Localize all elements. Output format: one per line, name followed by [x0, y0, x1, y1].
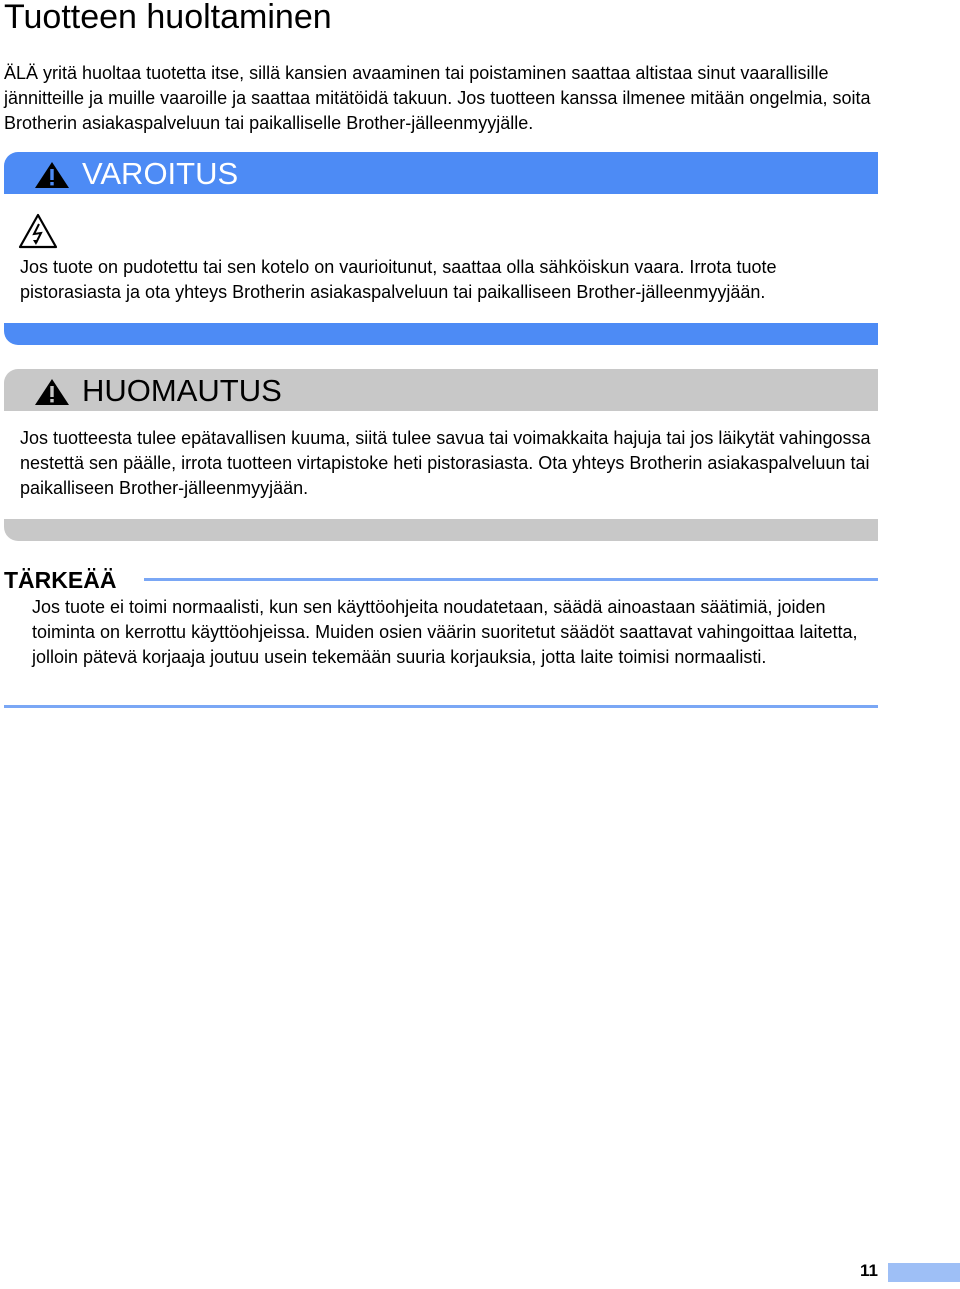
page-number: 11: [860, 1261, 878, 1280]
warning-triangle-icon: [34, 378, 70, 406]
warning-title: VAROITUS: [82, 156, 239, 191]
intro-paragraph: ÄLÄ yritä huoltaa tuotetta itse, sillä kansien avaaminen tai poistaminen saattaa altistaa sinut vaarallisille jännitteille ja muille vaaroille ja saattaa mitätöidä takuun. Jos tuotteen kanssa ilmenee mitään ongelmia, soita Brotherin asiakaspalveluun tai paikalliselle Brother-jälleenmyyjälle.: [4, 63, 871, 133]
caution-header-bar: [4, 369, 878, 411]
important-text: Jos tuote ei toimi normaalisti, kun sen käyttöohjeita noudatetaan, säädä ainoastaan säätimiä, joiden toiminta on kerrottu käyttöohjeissa. Muiden osien väärin suoritetut säädöt saattavat vahingoittaa laitetta, jolloin pätevä korjaaja joutuu usein tekemään suuria korjauksia, jotta laite toimisi normaalisti.: [32, 597, 858, 667]
important-heading-rule: [144, 578, 878, 581]
page-title: Tuotteen huoltaminen: [4, 0, 332, 36]
caution-footer-bar: [4, 519, 878, 541]
warning-header-bar: [4, 152, 878, 194]
page-tab: [888, 1263, 960, 1282]
warning-triangle-icon: [34, 161, 70, 189]
important-heading: TÄRKEÄÄ: [4, 567, 117, 593]
caution-title: HUOMAUTUS: [82, 373, 282, 408]
important-bottom-rule: [4, 705, 878, 708]
electrical-hazard-icon: [18, 213, 58, 249]
warning-footer-bar: [4, 323, 878, 345]
warning-text: Jos tuote on pudotettu tai sen kotelo on vaurioitunut, saattaa olla sähköiskun vaara. Irrota tuote pistorasiasta ja ota yhteys Brotherin asiakaspalveluun tai paikalliseen Brother-jälleenmyyjään.: [20, 257, 777, 302]
caution-text: Jos tuotteesta tulee epätavallisen kuuma, siitä tulee savua tai voimakkaita hajuja tai jos läikytät vahingossa nestettä sen päälle, irrota tuotteen virtapistoke heti pistorasiasta. Ota yhteys Brotherin asiakaspalveluun tai paikalliseen Brother-jälleenmyyjään.: [20, 428, 871, 498]
